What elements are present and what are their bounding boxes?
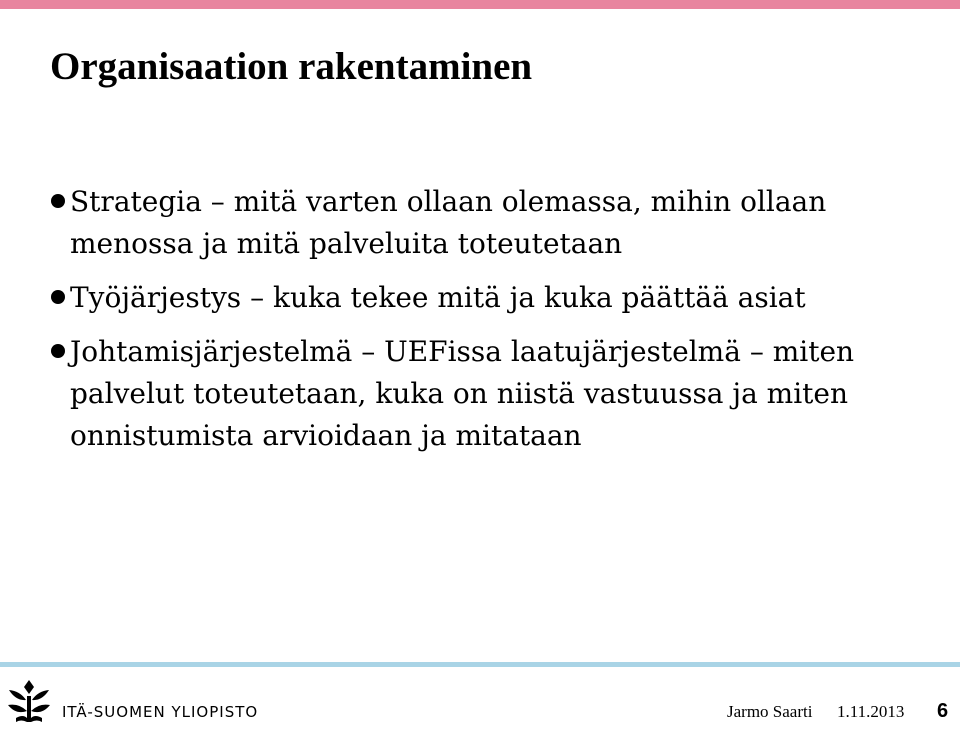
bullet-item	[0, 277, 940, 319]
organization-name: ITÄ-SUOMEN YLIOPISTO	[62, 703, 259, 721]
bullet-dot-icon	[51, 290, 65, 304]
bullet-text: Työjärjestys – kuka tekee mitä ja kuka päättää asiat	[70, 281, 806, 314]
bullet-list	[0, 181, 960, 469]
presentation-date: 1.11.2013	[837, 702, 905, 721]
slide-title: Organisaation rakentaminen	[50, 45, 533, 88]
page-number: 6	[937, 700, 949, 722]
bullet-item	[0, 331, 940, 457]
university-logo-icon	[6, 678, 52, 724]
bullet-item	[0, 181, 940, 265]
bottom-accent-bar	[0, 662, 960, 667]
bullet-dot-icon	[51, 194, 65, 208]
top-accent-bar	[0, 0, 960, 9]
bullet-text: Strategia – mitä varten ollaan olemassa, mihin ollaan menossa ja mitä palveluita toteutetaan	[70, 185, 827, 260]
presenter-name: Jarmo Saarti	[727, 702, 813, 721]
bullet-text: Johtamisjärjestelmä – UEFissa laatujärjestelmä – miten palvelut toteutetaan, kuka on niistä vastuussa ja miten onnistumista arvioidaan ja mitataan	[70, 335, 855, 452]
bullet-dot-icon	[51, 344, 65, 358]
